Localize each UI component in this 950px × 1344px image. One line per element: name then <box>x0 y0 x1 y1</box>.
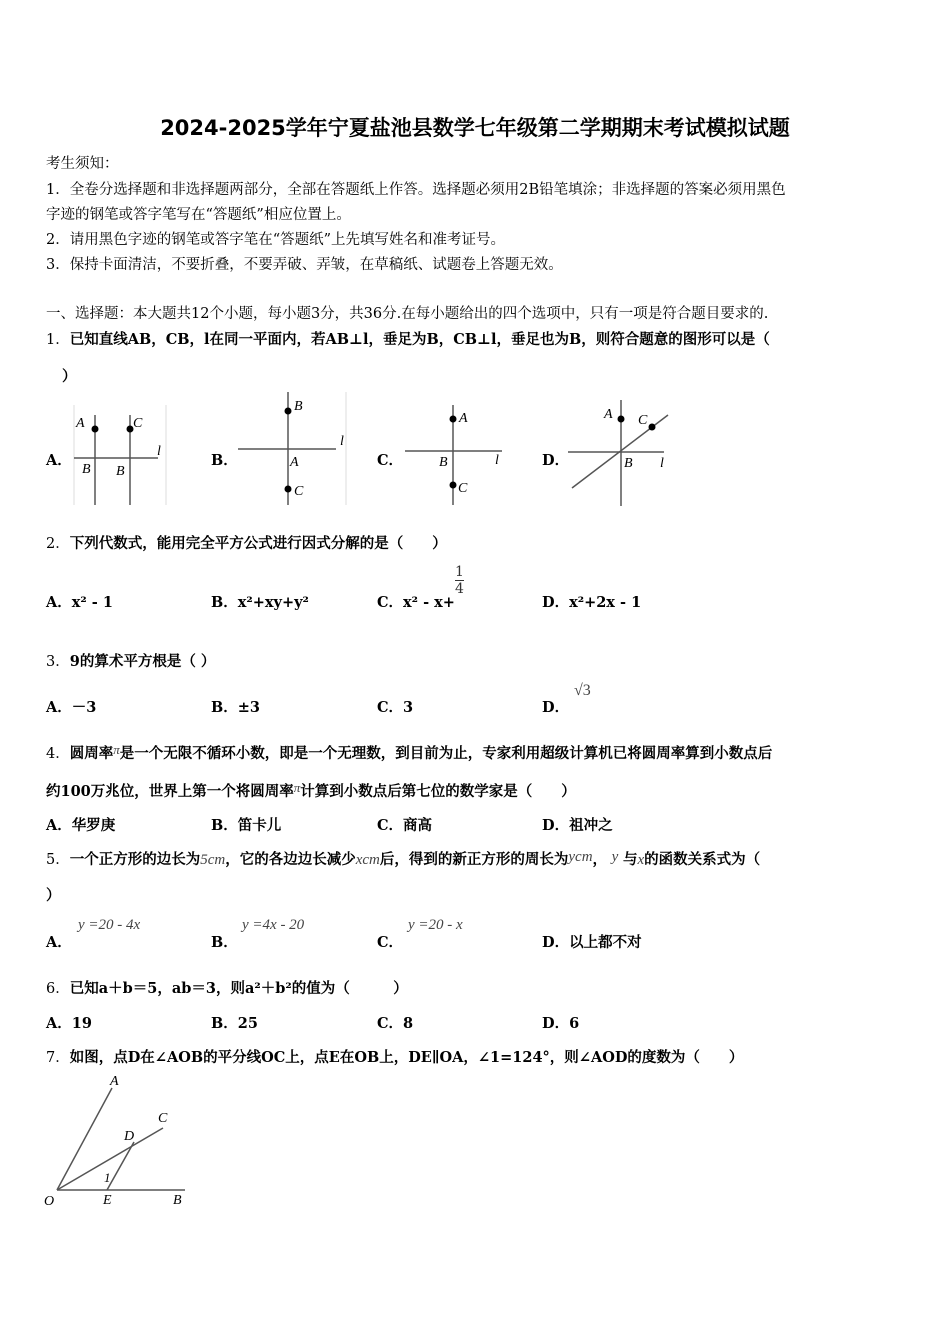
question-number: 4． <box>46 746 70 762</box>
question-1 <box>46 328 770 349</box>
angle-label: 1 <box>104 1170 111 1185</box>
label-c: C <box>158 1111 168 1126</box>
label-b: B <box>294 399 303 414</box>
option-a: A．华罗庚 <box>46 817 116 834</box>
math-expr: ycm <box>568 849 593 865</box>
question-7 <box>46 1046 743 1067</box>
label-e: E <box>103 1193 112 1208</box>
question-text: 已知a＋b＝5，ab＝3，则a²＋b²的值为（ ） <box>69 980 408 997</box>
label-l: l <box>495 453 499 468</box>
option-c-text: C．x² - x+ <box>377 594 455 611</box>
question-number: 5． <box>46 852 70 868</box>
math-expr: y <box>611 849 619 865</box>
option-d: D． <box>542 699 570 716</box>
question-3 <box>46 650 215 671</box>
label-l: l <box>660 456 664 471</box>
label-b: B <box>624 456 633 471</box>
label-b: B <box>439 455 448 470</box>
label-l: l <box>340 434 344 449</box>
question-text: 是一个无限不循环小数，即是一个无理数，到目前为止，专家利用超级计算机已将圆周率算到小数点后 <box>119 745 773 762</box>
notice-item-2: 2．请用黑色字迹的钢笔或答字笔在“答题纸”上先填写姓名和准考证号。 <box>46 232 506 248</box>
option-b: B．25 <box>211 1015 258 1032</box>
question-text: 后，得到的新正方形的周长为 <box>379 851 569 868</box>
option-c: C．8 <box>377 1015 414 1032</box>
option-b: B．x²+xy+y² <box>211 594 309 611</box>
question-text: 9的算术平方根是（ ） <box>69 653 216 670</box>
option-c: C． <box>377 934 404 951</box>
figure-q7 <box>40 1070 200 1215</box>
question-text: 的函数关系式为（ <box>644 851 761 868</box>
page-title: 2024-2025学年宁夏盐池县数学七年级第二学期期末考试模拟试题 <box>160 116 790 140</box>
question-text: ，它的各边边长减少 <box>225 851 356 868</box>
math-expr: 5cm <box>200 852 226 868</box>
figure-q1-d <box>568 400 673 506</box>
question-5-cont: ） <box>46 887 61 904</box>
question-text: 约100万兆位，世界上第一个将圆周率 <box>46 783 294 800</box>
option-d: D．以上都不对 <box>542 934 642 951</box>
option-a: A．19 <box>46 1015 92 1032</box>
question-text: 已知直线AB，CB，l在同一平面内，若AB⊥l，垂足为B，CB⊥l，垂足也为B，则符合题意的图形可以是（ <box>69 331 770 348</box>
question-4-cont <box>46 780 576 801</box>
option-b: B． <box>211 452 238 469</box>
label-a: A <box>290 455 299 470</box>
label-l: l <box>157 444 161 459</box>
question-text: 计算到小数点后第七位的数学家是（ ） <box>300 783 576 800</box>
figure-q1-c <box>405 405 505 505</box>
option-a: A．x² - 1 <box>46 594 113 611</box>
question-text: 与 <box>622 851 638 868</box>
notice-item-1: 1．全卷分选择题和非选择题两部分，全部在答题纸上作答。选择题必须用2B铅笔填涂；非选择题的答案必须用黑色 <box>46 182 786 198</box>
option-c: C．商高 <box>377 817 433 834</box>
option-b: B． <box>211 934 238 951</box>
option-a: A． <box>46 452 72 469</box>
section-heading: 一、选择题：本大题共12个小题，每小题3分，共36分.在每小题给出的四个选项中，只有一项是符合题目要求的. <box>46 306 769 322</box>
fraction-numerator: 1 <box>455 564 464 580</box>
question-number: 6． <box>46 981 70 997</box>
question-number: 3． <box>46 654 70 670</box>
figure-q1-b <box>236 392 351 505</box>
label-b: B <box>116 464 125 479</box>
label-o: O <box>44 1194 55 1209</box>
question-4 <box>46 742 772 763</box>
fraction-denominator: 4 <box>455 581 464 597</box>
notice-item-3: 3．保持卡面清洁，不要折叠，不要弄破、弄皱，在草稿纸、试题卷上答题无效。 <box>46 257 563 273</box>
option-b: B．笛卡儿 <box>211 817 282 834</box>
option-c: C．3 <box>377 699 414 716</box>
option-c-math: y =20 - x <box>408 917 463 933</box>
option-d: D．6 <box>542 1015 580 1032</box>
label-b: B <box>82 462 91 477</box>
label-a: A <box>110 1074 119 1089</box>
label-a: A <box>459 411 468 426</box>
question-text: 如图，点D在∠AOB的平分线OC上，点E在OB上，DE∥OA，∠1=124°，则∠AOD的度数为（ ） <box>69 1049 744 1066</box>
label-c: C <box>133 416 143 431</box>
option-d: D．x²+2x - 1 <box>542 594 642 611</box>
option-b: B．±3 <box>211 699 260 716</box>
option-d: D．祖冲之 <box>542 817 613 834</box>
question-5 <box>46 848 760 869</box>
label-b: B <box>173 1193 182 1208</box>
question-number: 7． <box>46 1050 70 1066</box>
sqrt-three: √3 <box>574 682 591 699</box>
math-expr: x <box>637 852 645 868</box>
question-2 <box>46 532 447 553</box>
pi-symbol: π <box>113 742 120 757</box>
question-1-cont: ） <box>62 368 77 385</box>
label-a: A <box>76 416 85 431</box>
question-text: 一个正方形的边长为 <box>69 851 201 868</box>
question-number: 1． <box>46 332 70 348</box>
option-a-math: y =20 - 4x <box>78 917 141 933</box>
math-expr: xcm <box>355 852 380 868</box>
notice-heading: 考生须知： <box>46 156 119 172</box>
label-c: C <box>638 413 648 428</box>
question-number: 2． <box>46 536 70 552</box>
fraction <box>455 565 464 596</box>
pi-symbol: π <box>293 780 301 795</box>
figure-q1-a <box>70 405 170 505</box>
notice-item-1-cont: 字迹的钢笔或答字笔写在“答题纸”相应位置上。 <box>46 207 351 223</box>
question-text: 下列代数式，能用完全平方公式进行因式分解的是（ ） <box>69 535 447 552</box>
label-a: A <box>604 407 613 422</box>
option-a: A． <box>46 934 72 951</box>
question-6 <box>46 977 408 998</box>
question-text: 圆周率 <box>69 745 114 762</box>
option-c: C． <box>377 452 404 469</box>
option-a: A．－3 <box>46 699 97 716</box>
option-d: D． <box>542 452 570 469</box>
option-b-math: y =4x - 20 <box>242 917 305 933</box>
label-d: D <box>124 1129 135 1144</box>
label-c: C <box>294 484 304 499</box>
question-text: ， <box>592 851 608 868</box>
label-c: C <box>458 481 468 496</box>
option-c <box>377 591 455 612</box>
